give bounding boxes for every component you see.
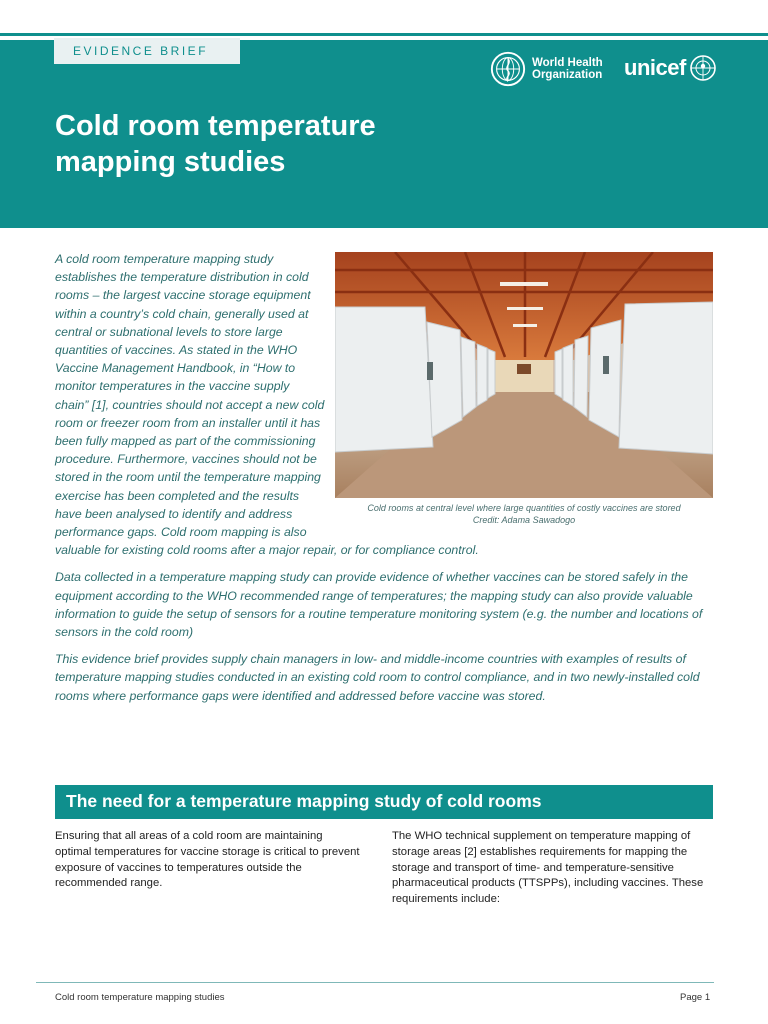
- section-right-column: The WHO technical supplement on temperature mapping of storage areas [2] establishes requirements for mapping the storage and transport of time- and temperature-sensitive pharmaceutical products (TTSPPs), including vaccines. These requirements include:: [392, 830, 704, 906]
- intro-paragraph-2: Data collected in a temperature mapping study can provide evidence of whether vaccines can be stored safely in the equipment according to the WHO recommended range of temperatures; the mapping study can also provide valuable information to guide the setup of sensors for a routine temperature monitoring system (e.g. the number and locations of sensors in the cold room): [55, 570, 703, 640]
- who-wordmark-line1: World Health: [532, 57, 603, 69]
- footer-document-title: Cold room temperature mapping studies: [55, 992, 225, 1003]
- page-title: Cold room temperature mapping studies: [55, 110, 376, 178]
- photo-caption: [335, 502, 713, 526]
- unicef-logo: [624, 53, 718, 83]
- footer-page-number: Page 1: [680, 992, 711, 1003]
- footer-divider: [36, 982, 714, 983]
- evidence-brief-badge: EVIDENCE BRIEF: [54, 38, 240, 64]
- cold-room-photo: [335, 252, 713, 498]
- who-wordmark-line2: Organization: [532, 69, 603, 81]
- unicef-wordmark: unicef: [624, 55, 686, 80]
- section-heading: The need for a temperature mapping study of cold rooms: [55, 785, 713, 819]
- who-wordmark: [532, 57, 603, 81]
- who-emblem-icon: [489, 50, 527, 88]
- unicef-emblem-icon: [688, 53, 718, 83]
- photo-caption-credit: Credit: Adama Sawadogo: [472, 515, 576, 525]
- who-logo: [489, 50, 603, 88]
- intro-paragraph-1: A cold room temperature mapping study establishes the temperature distribution in cold rooms – the largest vaccine storage equipment within a country’s cold chain, generally used at central or subnational levels to store large quantities of vaccines. As stated in the WHO Vaccine Management Handbook, in “How to monitor temperatures in the vaccine supply chain” [1], countries should not accept a new cold room or freezer room from an installer until it has been fully mapped as part of the commissioning procedure. Furthermore, vaccines should not be stored in the room until the temperature mapping exercise has been completed and the results have been analysed to identify and address performance gaps. Cold room mapping is also valuable for existing cold rooms after a major repair, or for compliance control.: [55, 252, 479, 558]
- intro-paragraph-3: This evidence brief provides supply chain managers in low- and middle-income countries with examples of results of temperature mapping studies conducted in an existing cold room to control compliance, and in two newly-installed cold rooms where performance gaps were identified and addressed before vaccine was stored.: [55, 652, 700, 703]
- section-left-column: Ensuring that all areas of a cold room are maintaining optimal temperatures for vaccine storage is critical to prevent exposure of vaccines to temperatures outside the recommended range.: [55, 830, 360, 890]
- photo-caption-line1: Cold rooms at central level where large quantities of costly vaccines are stored: [367, 503, 681, 513]
- header-top-rule: [0, 33, 768, 36]
